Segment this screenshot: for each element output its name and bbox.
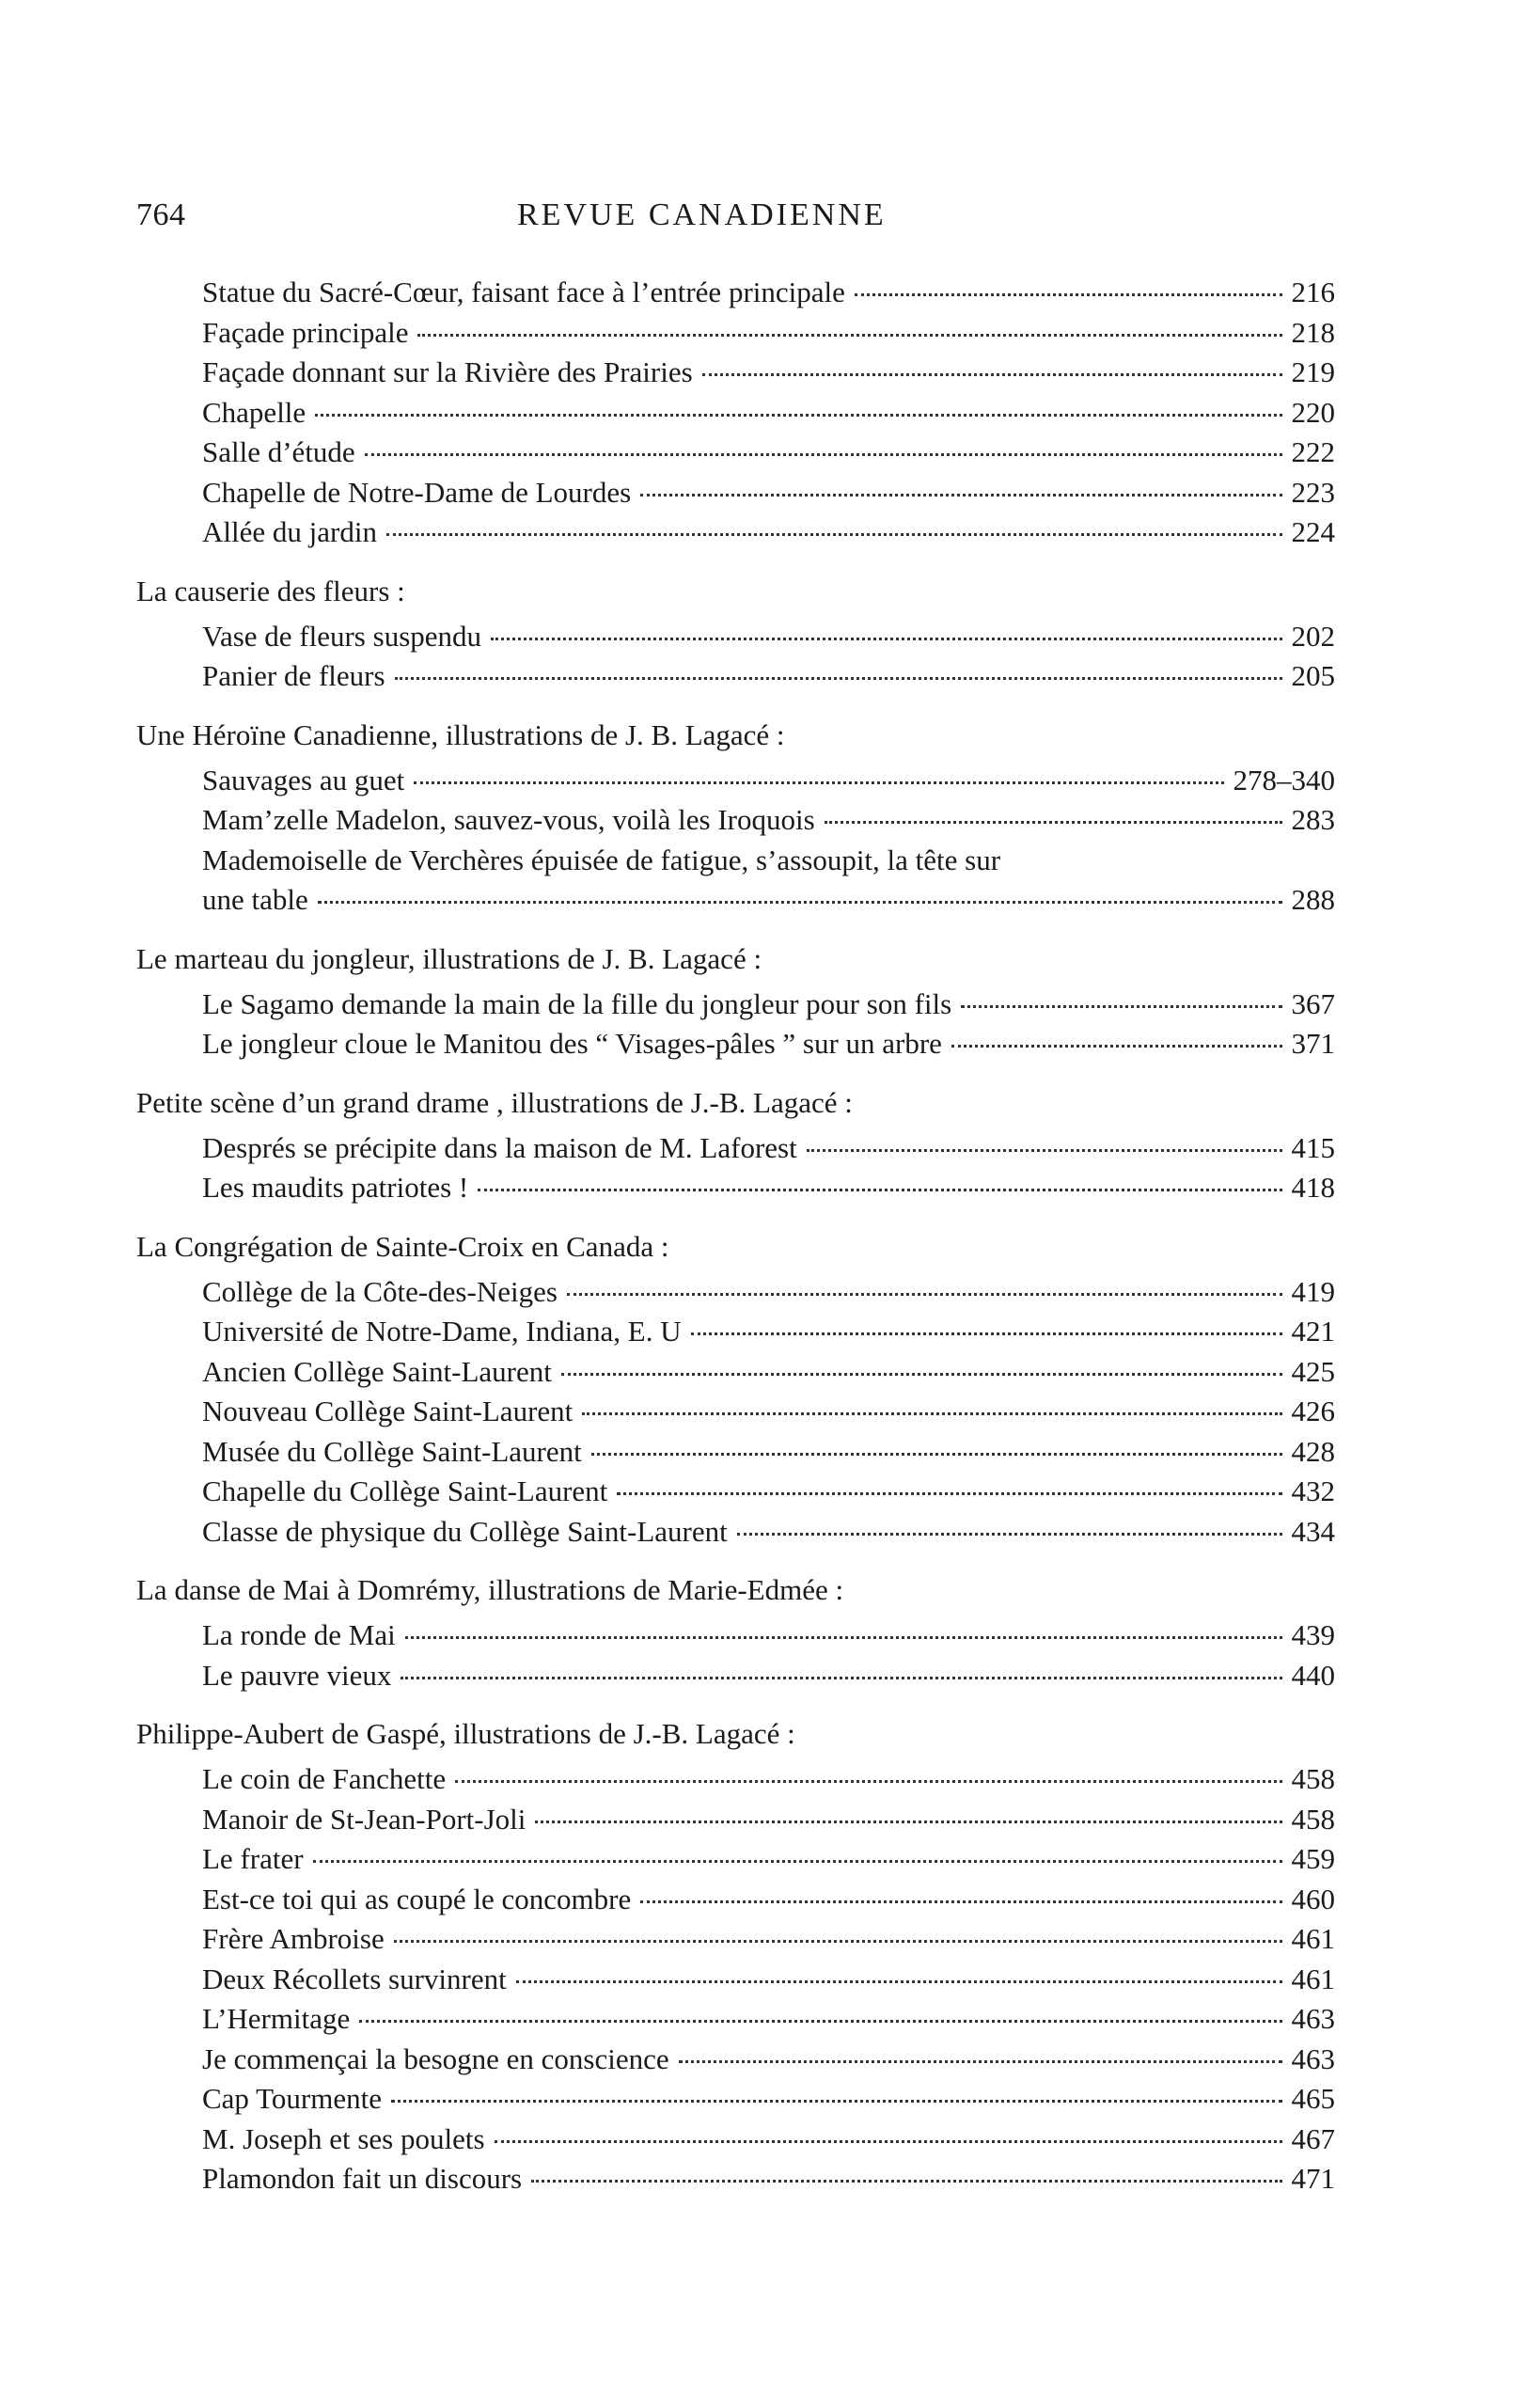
toc-section [136, 1570, 1335, 1695]
dot-leader [807, 1149, 1282, 1152]
toc-entry: Chapelle 220 [202, 395, 1335, 429]
dot-leader [567, 1293, 1282, 1296]
toc-entry: Chapelle de Notre-Dame de Lourdes 223 [202, 475, 1335, 509]
toc-entry: Allée du jardin 224 [202, 515, 1335, 548]
toc-entry-line2: une table 288 [202, 883, 1335, 916]
section-gap [136, 553, 1335, 572]
dot-leader [825, 821, 1282, 824]
toc-group-first [136, 273, 1335, 553]
dot-leader [961, 1005, 1281, 1008]
dot-leader [318, 901, 1282, 904]
toc-entry: Després se précipite dans la maison de M. Laforest 415 [202, 1130, 1335, 1164]
page-number: 764 [136, 197, 186, 232]
toc-entry: Le jongleur cloue le Manitou des “ Visages-pâles ” sur un arbre 371 [202, 1027, 1335, 1060]
dot-leader [591, 1453, 1282, 1456]
dot-leader [491, 638, 1281, 640]
page-header [136, 197, 1401, 254]
dot-leader [679, 2060, 1282, 2063]
section-gap [136, 1208, 1335, 1227]
toc-section [136, 1714, 1335, 2199]
dot-leader [386, 533, 1282, 536]
toc-entry: Deux Récollets survinrent 461 [202, 1962, 1335, 1995]
dot-leader [582, 1412, 1281, 1415]
dot-leader [394, 1940, 1282, 1943]
toc-entry: Musée du Collège Saint-Laurent 428 [202, 1434, 1335, 1468]
toc-entry: Le frater 459 [202, 1842, 1335, 1875]
section-gap [136, 1552, 1335, 1570]
toc-entry: Façade donnant sur la Rivière des Prairies 219 [202, 355, 1335, 388]
toc-entry: Nouveau Collège Saint-Laurent 426 [202, 1395, 1335, 1427]
dot-leader [405, 1636, 1282, 1639]
section-heading: La causerie des fleurs : [136, 574, 405, 607]
toc-entry: Manoir de St-Jean-Port-Joli 458 [202, 1802, 1335, 1836]
toc-section [136, 1227, 1335, 1553]
toc-entry: Frère Ambroise 461 [202, 1922, 1335, 1955]
dot-leader [495, 2140, 1282, 2143]
toc-entry: Mam’zelle Madelon, sauvez-vous, voilà les Iroquois 283 [202, 803, 1335, 836]
dot-leader [417, 334, 1281, 337]
dot-leader [414, 781, 1223, 784]
section-gap [136, 921, 1335, 939]
toc-entry: Chapelle du Collège Saint-Laurent 432 [202, 1474, 1335, 1507]
dot-leader [516, 1980, 1282, 1983]
dot-leader [640, 1900, 1281, 1903]
section-heading: Le marteau du jongleur, illustrations de J. B. Lagacé : [136, 941, 762, 975]
dot-leader [617, 1492, 1281, 1495]
toc-entry: Ancien Collège Saint-Laurent 425 [202, 1354, 1335, 1388]
toc-section [136, 572, 1335, 697]
toc-entry: Vase de fleurs suspendu 202 [202, 619, 1335, 653]
dot-leader [951, 1045, 1282, 1048]
dot-leader [535, 1821, 1281, 1823]
dot-leader [395, 677, 1282, 680]
dot-leader [531, 2180, 1281, 2183]
dot-leader [391, 2100, 1282, 2103]
dot-leader [315, 414, 1281, 417]
section-gap [136, 1064, 1335, 1083]
toc-entry: Je commençai la besogne en conscience 463 [202, 2041, 1335, 2075]
toc-entry: Salle d’étude 222 [202, 435, 1335, 468]
toc-entry: M. Joseph et ses poulets 467 [202, 2121, 1335, 2155]
toc-entry: Panier de fleurs 205 [202, 659, 1335, 692]
section-gap [136, 1695, 1335, 1714]
dot-leader [702, 373, 1282, 376]
toc-entry: Le Sagamo demande la main de la fille du jongleur pour son fils 367 [202, 986, 1335, 1020]
toc-entry: L’Hermitage 463 [202, 2002, 1335, 2035]
section-heading: La danse de Mai à Domrémy, illustrations de Marie-Edmée : [136, 1573, 844, 1606]
toc-entry: Cap Tourmente 465 [202, 2082, 1335, 2115]
dot-leader [455, 1780, 1281, 1783]
section-heading: Une Héroïne Canadienne, illustrations de J. B. Lagacé : [136, 717, 785, 751]
toc-entry: Le pauvre vieux 440 [202, 1658, 1335, 1692]
toc-entry: Sauvages au guet 278–340 [202, 763, 1335, 796]
toc-section [136, 1083, 1335, 1208]
toc-entry: Les maudits patriotes ! 418 [202, 1171, 1335, 1204]
section-heading: La Congrégation de Sainte-Croix en Canada : [136, 1229, 669, 1263]
toc-section [136, 716, 1335, 921]
dot-leader [313, 1860, 1282, 1863]
dot-leader [855, 293, 1282, 296]
table-of-illustrations [136, 273, 1335, 2199]
toc-entry-line1: Mademoiselle de Verchères épuisée de fatigue, s’assoupit, la tête sur [202, 843, 1001, 876]
dot-leader [691, 1332, 1282, 1335]
dot-leader [561, 1373, 1282, 1376]
toc-entry: Façade principale 218 [202, 315, 1335, 349]
toc-entry: Université de Notre-Dame, Indiana, E. U 421 [202, 1315, 1335, 1348]
toc-entry: Plamondon fait un discours 471 [202, 2162, 1335, 2195]
dot-leader [359, 2020, 1281, 2023]
running-title: REVUE CANADIENNE [517, 197, 887, 232]
section-gap [136, 697, 1335, 716]
section-heading: Philippe-Aubert de Gaspé, illustrations de J.-B. Lagacé : [136, 1717, 795, 1750]
dot-leader [401, 1677, 1281, 1679]
dot-leader [737, 1533, 1282, 1536]
toc-entry: Classe de physique du Collège Saint-Laurent 434 [202, 1514, 1335, 1548]
toc-entry: La ronde de Mai 439 [202, 1618, 1335, 1651]
toc-entry: Statue du Sacré-Cœur, faisant face à l’entrée principale 216 [202, 276, 1335, 308]
dot-leader [640, 494, 1281, 497]
section-heading: Petite scène d’un grand drame , illustrations de J.-B. Lagacé : [136, 1085, 853, 1119]
dot-leader [478, 1189, 1281, 1191]
toc-section [136, 939, 1335, 1064]
dot-leader [365, 453, 1282, 456]
toc-entry: Collège de la Côte-des-Neiges 419 [202, 1274, 1335, 1308]
toc-entry: Est-ce toi qui as coupé le concombre 460 [202, 1882, 1335, 1915]
toc-entry: Le coin de Fanchette 458 [202, 1762, 1335, 1795]
